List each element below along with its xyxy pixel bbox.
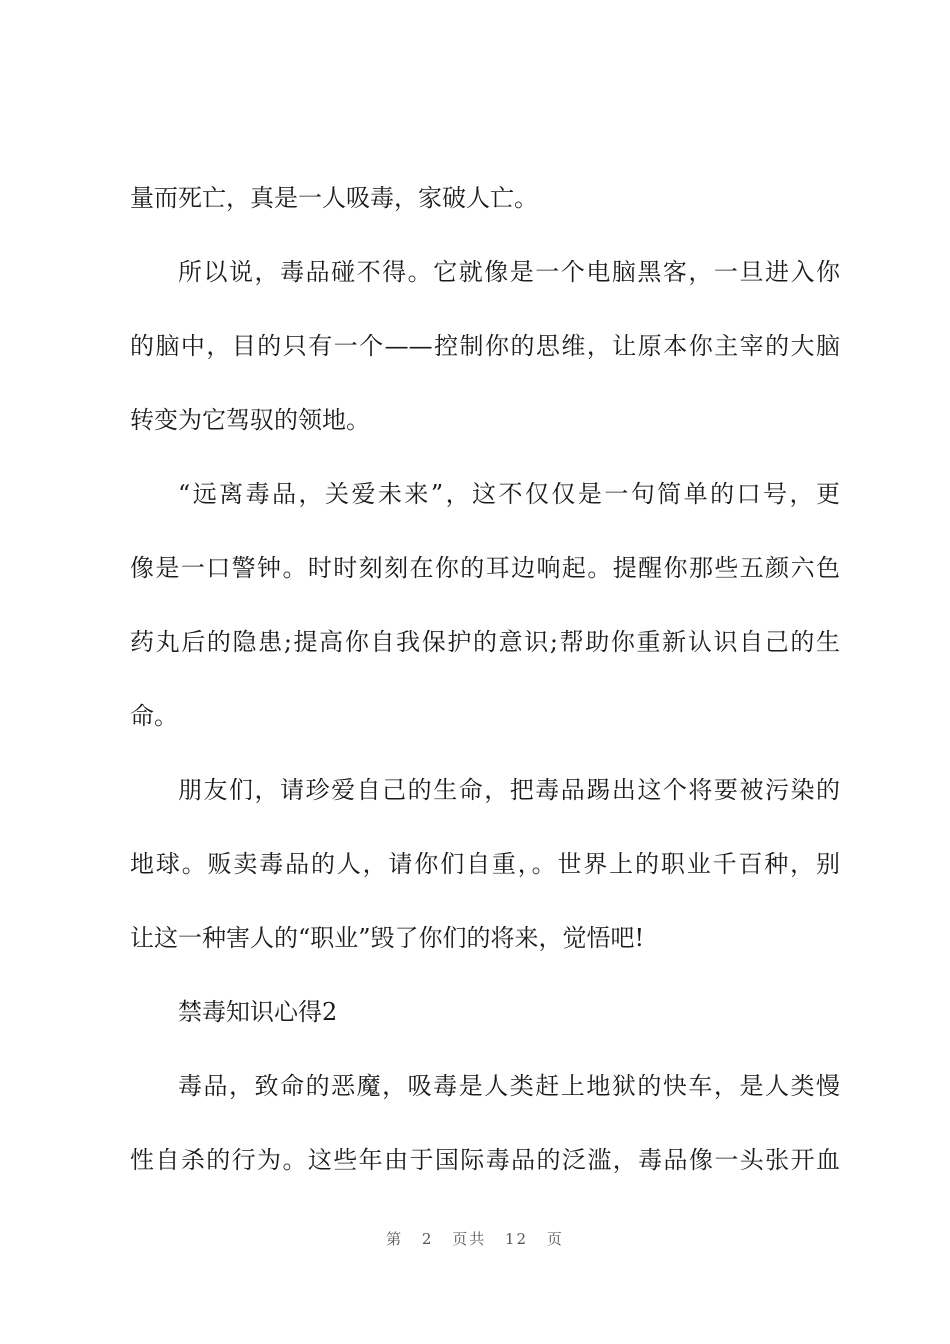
text-line-6: 像是一口警钟。时时刻刻在你的耳边响起。提醒你那些五颜六色 [130,554,840,582]
text-line-2: 所以说，毒品碰不得。它就像是一个电脑黑客，一旦进入你 [178,258,840,286]
text-line-7: 药丸后的隐患;提高你自我保护的意识;帮助你重新认识自己的生 [130,628,840,656]
text-line-3: 的脑中，目的只有一个——控制你的思维，让原本你主宰的大脑 [130,332,840,360]
text-line-13: 毒品，致命的恶魔，吸毒是人类赶上地狱的快车，是人类慢 [178,1072,840,1100]
text-line-11: 让这一种害人的“职业”毁了你们的将来，觉悟吧! [130,924,645,952]
text-line-9: 朋友们，请珍爱自己的生命，把毒品踢出这个将要被污染的 [178,776,840,804]
text-line-4: 转变为它驾驭的领地。 [130,406,370,434]
text-line-10: 地球。贩卖毒品的人，请你们自重，。世界上的职业千百种，别 [130,850,840,878]
text-line-8: 命。 [130,702,178,730]
footer-ye-gong: 页共 [452,1230,487,1248]
page-footer [0,1228,950,1249]
text-line-14: 性自杀的行为。这些年由于国际毒品的泛滥，毒品像一头张开血 [130,1146,840,1174]
text-line-5: “远离毒品，关爱未来”，这不仅仅是一句简单的口号，更 [178,480,840,508]
footer-ye: 页 [546,1230,564,1248]
section-heading: 禁毒知识心得2 [178,998,338,1026]
footer-total-pages: 12 [505,1230,529,1248]
text-line-1: 量而死亡，真是一人吸毒，家破人亡。 [130,184,538,212]
footer-di: 第 [386,1230,404,1248]
footer-page-number: 2 [421,1230,434,1248]
